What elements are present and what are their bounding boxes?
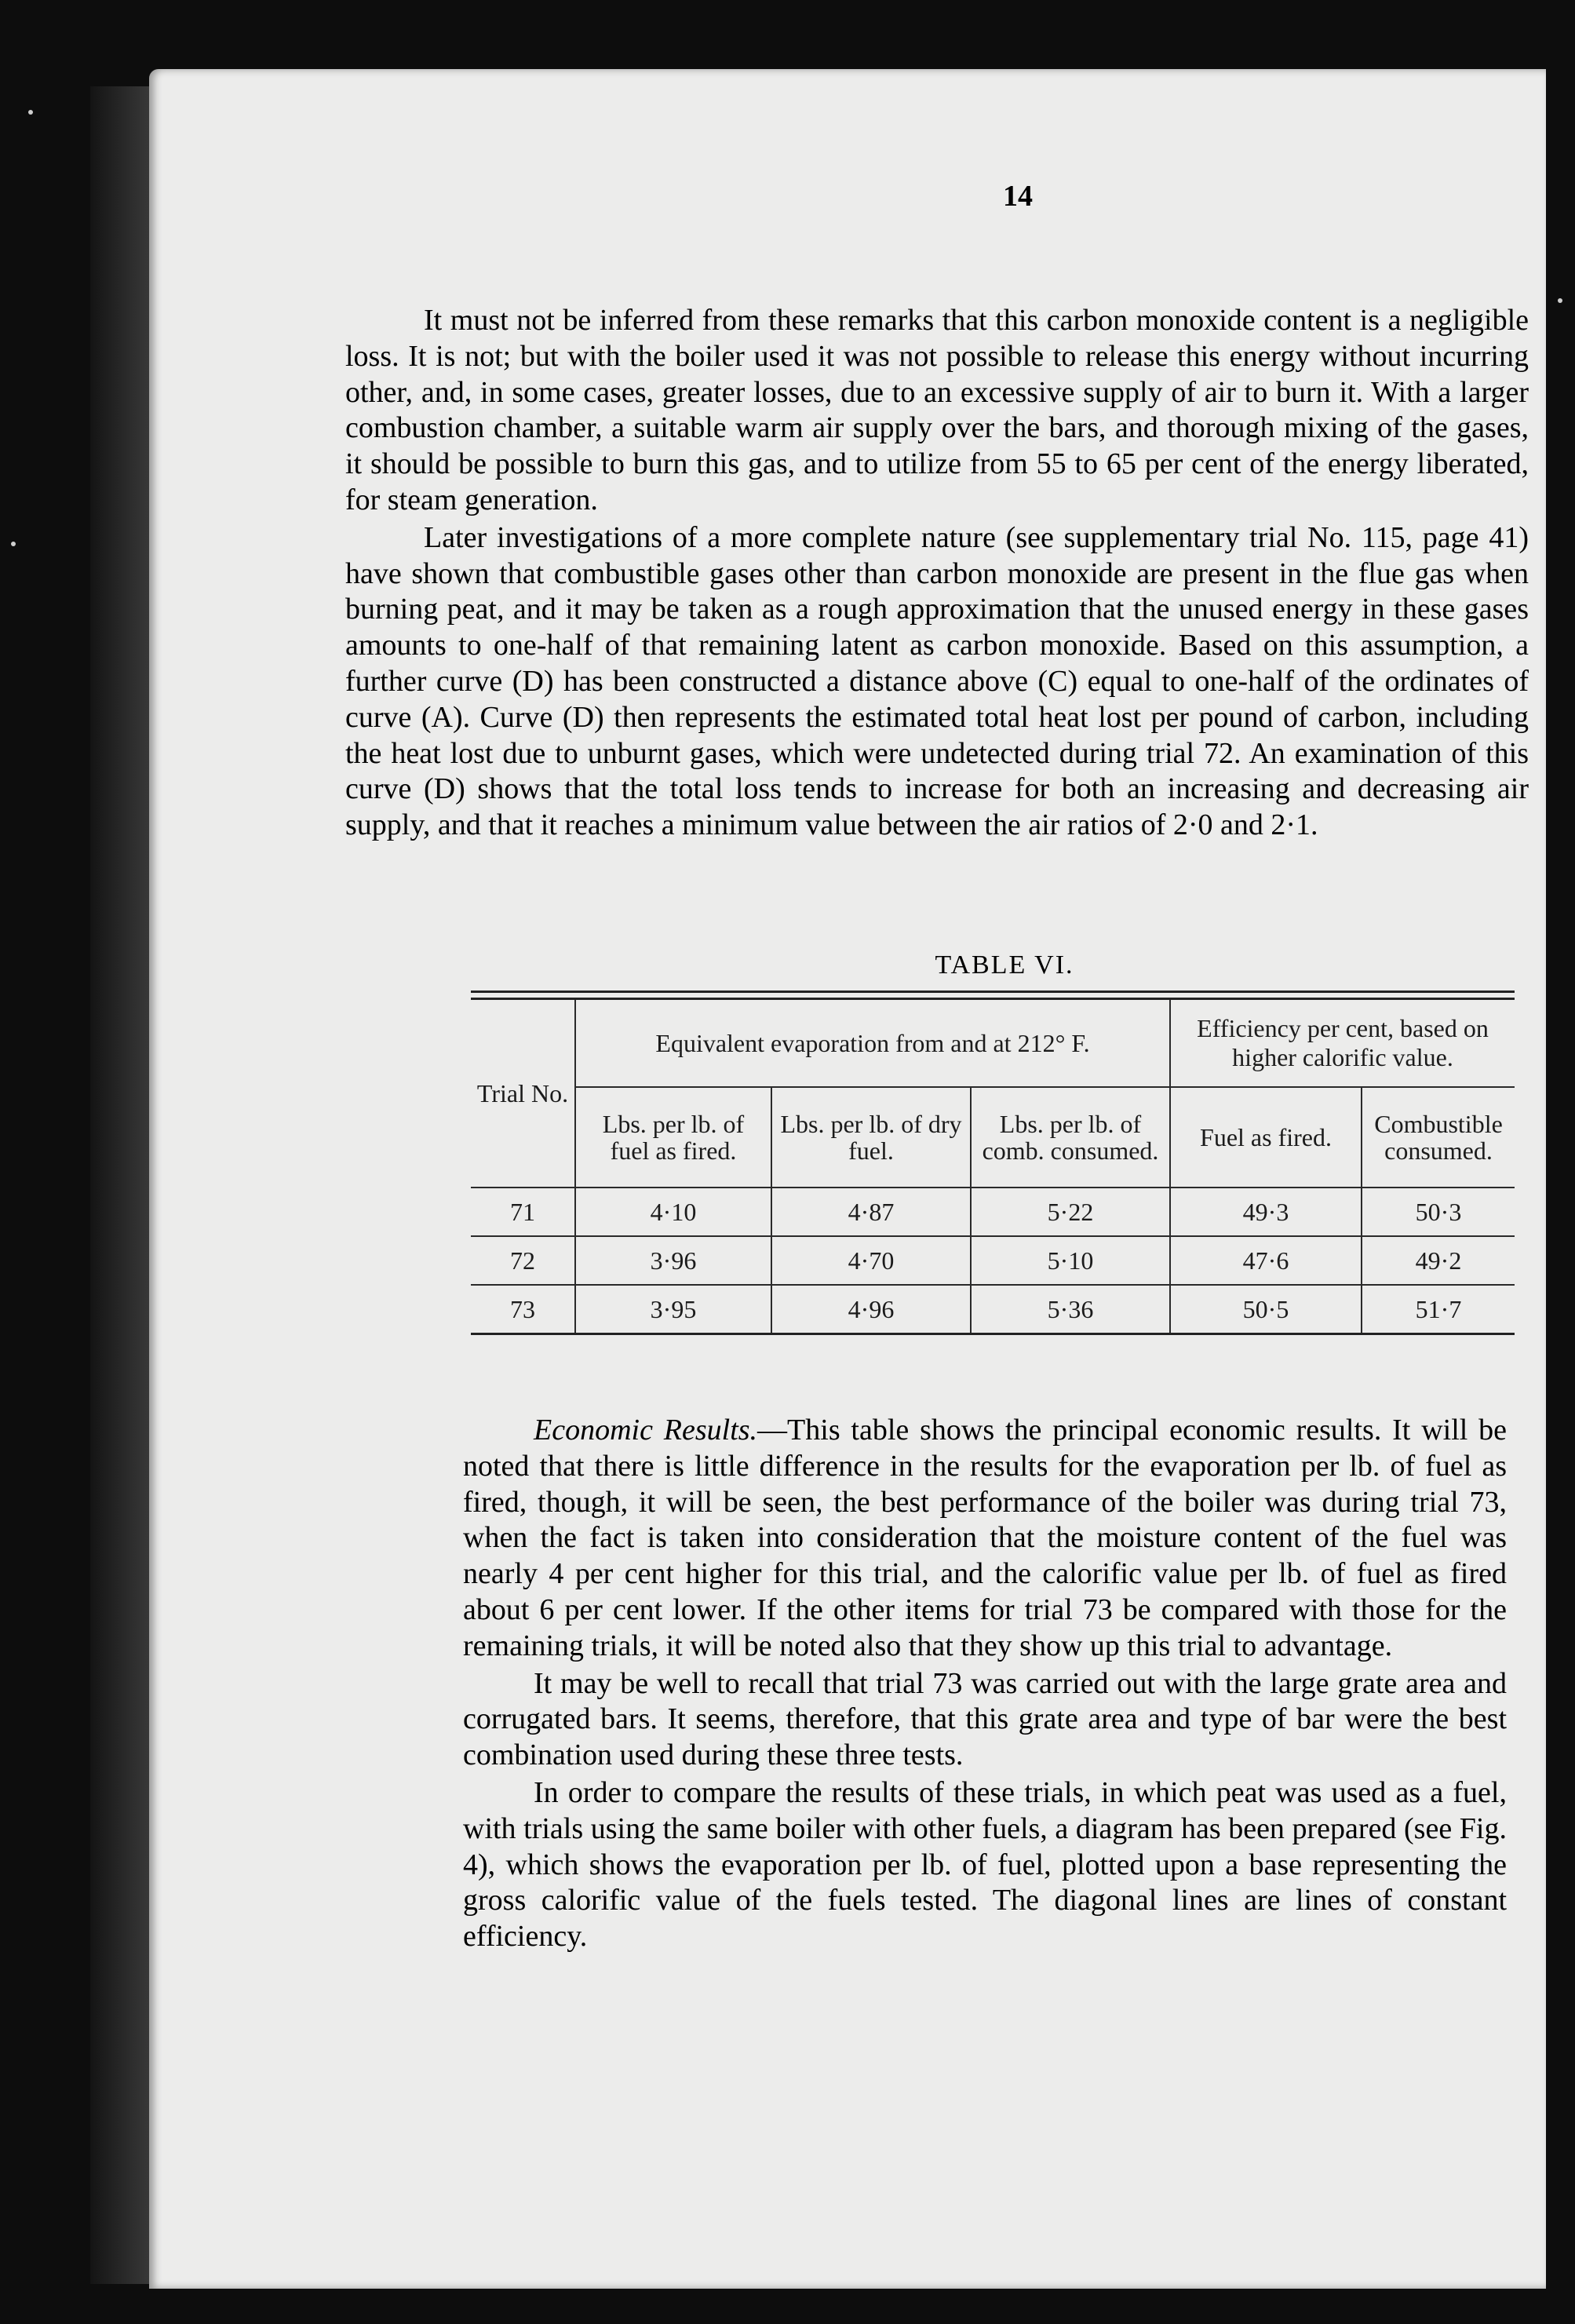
- cell: 49·3: [1170, 1188, 1362, 1236]
- top-text-block: [345, 303, 1529, 844]
- scan-shadow-edge: [90, 86, 153, 2284]
- table-title: TABLE VI.: [935, 950, 1074, 980]
- cell: 3·96: [575, 1236, 771, 1285]
- economic-results-heading: Economic Results.: [534, 1414, 758, 1447]
- data-table: [471, 998, 1515, 1335]
- table-row: [471, 1285, 1515, 1334]
- table-row: [471, 1188, 1515, 1236]
- paragraph: It may be well to recall that trial 73 was carried out with the large grate area and corrugated bars. It seems, therefore, that this grate area and type of bar were the best combination used during these three tests.: [463, 1666, 1507, 1772]
- header-group-efficiency: [1170, 999, 1515, 1088]
- cell: 47·6: [1170, 1236, 1362, 1285]
- header-trial-label: Trial No.: [476, 1078, 569, 1107]
- cell: 50·3: [1362, 1188, 1515, 1236]
- cell: 5·10: [971, 1236, 1170, 1285]
- paragraph: In order to compare the results of these trials, in which peat was used as a fuel, with trials using the same boiler with other fuels, a diagram has been prepared (see Fig. 4), which shows the evaporation per lb. of fuel, plotted upon a base representing the gross calorific value of the fuels tested. The diagonal lines are lines of constant efficiency.: [463, 1775, 1507, 1954]
- header-col: Lbs. per lb. of comb. consumed.: [971, 1087, 1170, 1188]
- header-col: Lbs. per lb. of fuel as fired.: [575, 1087, 771, 1188]
- cell-trial: 72: [471, 1236, 575, 1285]
- cell-trial: 73: [471, 1285, 575, 1334]
- header-col: Lbs. per lb. of dry fuel.: [771, 1087, 971, 1188]
- header-col: Fuel as fired.: [1170, 1087, 1362, 1188]
- header-col: Combustible consumed.: [1362, 1087, 1515, 1188]
- cell: 5·22: [971, 1188, 1170, 1236]
- cell: 49·2: [1362, 1236, 1515, 1285]
- scan-speck: [11, 542, 16, 546]
- table-row: [471, 1236, 1515, 1285]
- cell: 4·87: [771, 1188, 971, 1236]
- header-group-evaporation-label: Equivalent evaporation from and at 212° F.: [655, 1028, 1090, 1057]
- cell: 4·10: [575, 1188, 771, 1236]
- header-trial-no: [471, 999, 575, 1188]
- cell: 51·7: [1362, 1285, 1515, 1334]
- cell: 50·5: [1170, 1285, 1362, 1334]
- header-group-evaporation: [575, 999, 1170, 1088]
- table-top-rule: [471, 991, 1515, 993]
- paragraph-economic-results: [463, 1413, 1507, 1665]
- header-group-efficiency-label: Efficiency per cent, based on higher calorific value.: [1197, 1014, 1489, 1071]
- cell-trial: 71: [471, 1188, 575, 1236]
- cell: 4·70: [771, 1236, 971, 1285]
- economic-results-text: —This table shows the principal economic results. It will be noted that there is little difference in the results for the evaporation per lb. of fuel as fired, though, it will be seen, the best performance of the boiler was during trial 73, when the fact is taken into consideration that the moisture content of the fuel was nearly 4 per cent higher for this trial, and the calorific value per lb. of fuel as fired about 6 per cent lower. If the other items for trial 73 be compared with those for the remaining trials, it will be noted also that they show up this trial to advantage.: [463, 1414, 1507, 1662]
- cell: 5·36: [971, 1285, 1170, 1334]
- cell: 3·95: [575, 1285, 771, 1334]
- table-vi: [471, 991, 1515, 1335]
- scan-speck: [28, 110, 33, 115]
- paragraph: Later investigations of a more complete nature (see supplementary trial No. 115, page 41) have shown that combustible gases other than carbon monoxide are present in the flue gas when burning peat, and it may be taken as a rough approximation that the unused energy in these gases amounts to one-half of that remaining latent as carbon monoxide. Based on this assumption, a further curve (D) has been constructed a distance above (C) equal to one-half of the ordinates of curve (A). Curve (D) then represents the estimated total heat lost per pound of carbon, including the heat lost due to unburnt gases, which were undetected during trial 72. An examination of this curve (D) shows that the total loss tends to increase for both an increasing and decreasing air supply, and that it reaches a minimum value between the air ratios of 2·0 and 2·1.: [345, 520, 1529, 842]
- cell: 4·96: [771, 1285, 971, 1334]
- paragraph: It must not be inferred from these remarks that this carbon monoxide content is a negligible loss. It is not; but with the boiler used it was not possible to release this energy without incurring other, and, in some cases, greater losses, due to an excessive supply of air to burn it. With a larger combustion chamber, a suitable warm air supply over the bars, and thorough mixing of the gases, it should be possible to burn this gas, and to utilize from 55 to 65 per cent of the energy liberated, for steam generation.: [345, 304, 1529, 516]
- bottom-text-block: [463, 1413, 1507, 1955]
- scan-speck: [1558, 298, 1562, 303]
- page-number: 14: [1003, 180, 1033, 213]
